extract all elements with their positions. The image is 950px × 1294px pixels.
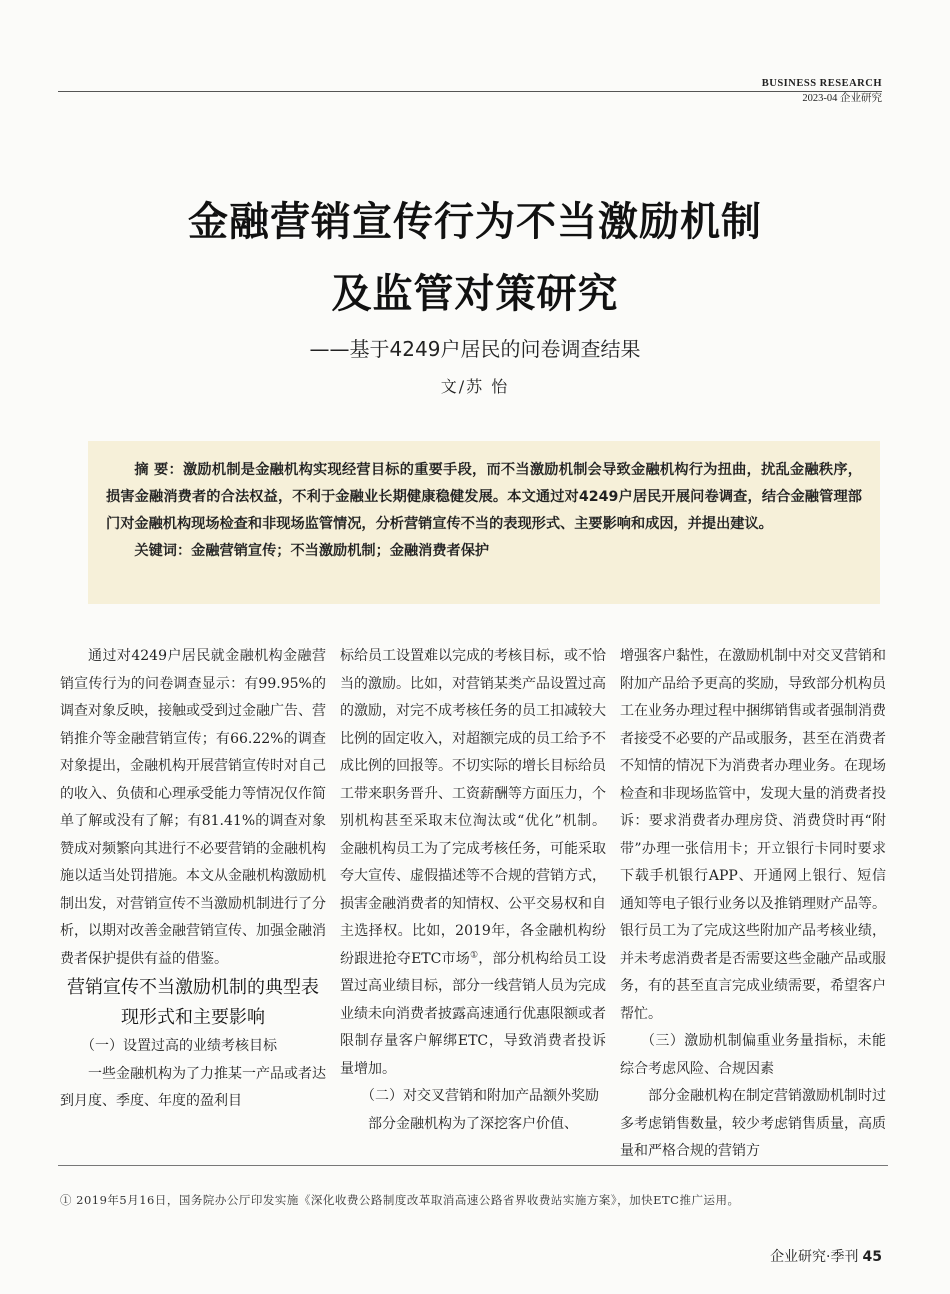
- header-rule: [58, 91, 882, 92]
- page-footer: [770, 1246, 882, 1266]
- paragraph: 部分金融机构在制定营销激励机制时过多考虑销售数量，较少考虑销售质量，高质量和严格合规的营销方: [620, 1088, 886, 1159]
- paragraph: [340, 643, 606, 1083]
- column-3: [620, 643, 886, 1166]
- title-line-1: 金融营销宣传行为不当激励机制: [188, 199, 762, 245]
- paragraph-text-cont: ，部分机构给员工设置过高业绩目标，部分一线营销人员为完成业绩未向消费者披露高速通行优惠限额或者限制存量客户解绑ETC，导致消费者投诉量增加。: [340, 950, 606, 1077]
- author: 文/苏 怡: [440, 377, 510, 396]
- footer-journal: 企业研究·季刊: [770, 1249, 859, 1265]
- journal-name-en: BUSINESS RESEARCH: [761, 78, 882, 89]
- paragraph: 增强客户黏性，在激励机制中对交叉营销和附加产品给予更高的奖励，导致部分机构员工在业务办理过程中捆绑销售或者强制消费者接受不必要的产品或服务，甚至在消费者不知情的情况下为消费者办理业务。在现场检查和非现场监管中，发现大量的消费者投诉：要求消费者办理房贷、消费贷时再“附带”办理一张信用卡；开立银行卡同时要求下载手机银行APP、开通网上银行、短信通知等电子银行业务以及推销理财产品等。银行员工为了完成这些附加产品考核业绩，并未考虑消费者是否需要这些金融产品或服务，有的甚至直言完成业绩需要，希望客户帮忙。: [620, 648, 886, 1022]
- column-2: [340, 643, 606, 1138]
- paragraph: 一些金融机构为了力推某一产品或者达到月度、季度、年度的盈利目: [60, 1065, 326, 1109]
- abstract-text: 摘 要：激励机制是金融机构实现经营目标的重要手段，而不当激励机制会导致金融机构行为扭曲，扰乱金融秩序，损害金融消费者的合法权益，不利于金融业长期健康稳健发展。本文通过对4249户居民开展问卷调查，结合金融管理部门对金融机构现场检查和非现场监管情况，分析营销宣传不当的表现形式、主要影响和成因，并提出建议。: [106, 462, 862, 532]
- footnote: ① 2019年5月16日，国务院办公厅印发实施《深化收费公路制度改革取消高速公路省界收费站实施方案》，加快ETC推广运用。: [60, 1193, 740, 1207]
- abstract-box: [88, 441, 880, 604]
- footnote-rule: [58, 1165, 888, 1166]
- footnote-marker[interactable]: ①: [469, 949, 479, 960]
- subtitle: ——基于4249户居民的问卷调查结果: [309, 337, 641, 361]
- title-line-2: 及监管对策研究: [331, 271, 619, 317]
- subsection-heading: （三）激励机制偏重业务量指标，未能综合考虑风险、合规因素: [620, 1033, 886, 1077]
- keywords: 关键词：金融营销宣传；不当激励机制；金融消费者保护: [134, 543, 490, 559]
- page-number: 45: [862, 1249, 882, 1265]
- issue-label: 2023-04 企业研究: [802, 93, 882, 104]
- section-heading: 营销宣传不当激励机制的典型表现形式和主要影响: [67, 977, 319, 1028]
- paragraph-text: 标给员工设置难以完成的考核目标，或不恰当的激励。比如，对营销某类产品设置过高的激励，对完不成考核任务的员工扣减较大比例的固定收入，对超额完成的员工给予不成比例的回报等。不切实际的增长目标给员工带来职务晋升、工资薪酬等方面压力，个别机构甚至采取末位淘汰或“优化”机制。金融机构员工为了完成考核任务，可能采取夸大宣传、虚假描述等不合规的营销方式，损害金融消费者的知情权、公平交易权和自主选择权。比如，2019年，各金融机构纷纷跟进抢夺ETC市场: [340, 648, 606, 967]
- paragraph: 通过对4249户居民就金融机构金融营销宣传行为的问卷调查显示：有99.95%的调查对象反映，接触或受到过金融广告、营销推介等金融营销宣传；有66.22%的调查对象提出，金融机构开展营销宣传时对自己的收入、负债和心理承受能力等情况仅作简单了解或没有了解；有81.41%的调查对象赞成对频繁向其进行不必要营销的金融机构施以适当处罚措施。本文从金融机构激励机制出发，对营销宣传不当激励机制进行了分析，以期对改善金融营销宣传、加强金融消费者保护提供有益的借鉴。: [60, 648, 326, 967]
- subsection-heading: （二）对交叉营销和附加产品额外奖励: [361, 1088, 599, 1104]
- paragraph: 部分金融机构为了深挖客户价值、: [368, 1115, 578, 1132]
- column-1: [60, 643, 326, 1116]
- subsection-heading: （一）设置过高的业绩考核目标: [81, 1038, 277, 1054]
